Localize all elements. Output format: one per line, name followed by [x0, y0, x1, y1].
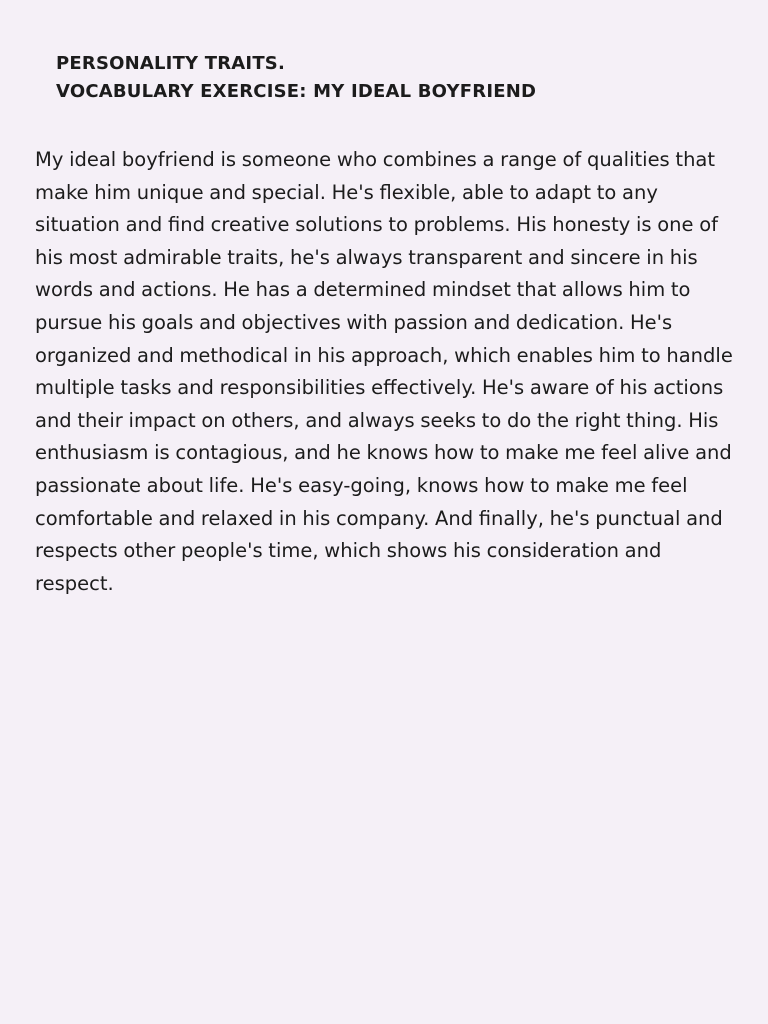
heading-line-exercise: VOCABULARY EXERCISE: MY IDEAL BOYFRIEND [56, 81, 537, 102]
essay-paragraph: My ideal boyfriend is someone who combines a range of qualities that make him unique and special. He's flexible, able to adapt to any situation and find creative solutions to problems. His honesty is one of his most admirable traits, he's always transparent and sincere in his words and actions. He has a determined mindset that allows him to pursue his goals and objectives with passion and dedication. He's organized and methodical in his approach, which enables him to handle multiple tasks and responsibilities effectively. He's aware of his actions and their impact on others, and always seeks to do the right thing. His enthusiasm is contagious, and he knows how to make me feel alive and passionate about life. He's easy-going, knows how to make me feel comfortable and relaxed in his company. And finally, he's punctual and respects other people's time, which shows his consideration and respect. [35, 148, 733, 595]
heading-line-topic: PERSONALITY TRAITS. [56, 53, 286, 74]
document-heading [56, 50, 736, 106]
